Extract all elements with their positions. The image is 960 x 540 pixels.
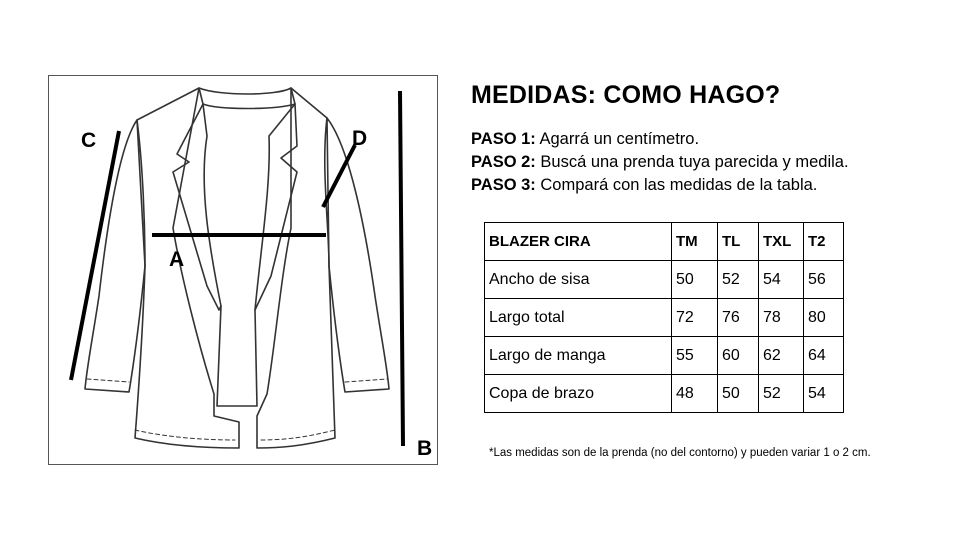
footnote: *Las medidas son de la prenda (no del contorno) y pueden variar 1 o 2 cm.	[489, 447, 871, 459]
label-a: A	[169, 248, 185, 271]
label-c: C	[81, 129, 97, 152]
row-label: Copa de brazo	[485, 375, 672, 413]
blazer-illustration	[49, 76, 439, 466]
cell-value: 78	[759, 299, 804, 337]
step-2-label: PASO 2:	[471, 153, 536, 171]
label-b: B	[417, 437, 433, 460]
step-1-text: Agarrá un centímetro.	[535, 130, 700, 148]
cell-value: 50	[672, 261, 718, 299]
cell-value: 80	[804, 299, 844, 337]
left-lapel	[173, 104, 221, 310]
step-1	[471, 128, 849, 151]
cell-value: 56	[804, 261, 844, 299]
collar-back	[199, 88, 295, 109]
step-3-text: Compará con las medidas de la tabla.	[535, 176, 818, 194]
blazer-diagram	[48, 75, 438, 465]
header-size-t2: T2	[804, 223, 844, 261]
header-size-tl: TL	[718, 223, 759, 261]
steps-list	[471, 128, 849, 197]
page-title: MEDIDAS: COMO HAGO?	[471, 81, 781, 109]
row-label: Largo de manga	[485, 337, 672, 375]
row-label: Ancho de sisa	[485, 261, 672, 299]
front-opening	[217, 306, 257, 406]
cell-value: 54	[804, 375, 844, 413]
header-size-txl: TXL	[759, 223, 804, 261]
cell-value: 52	[718, 261, 759, 299]
measure-line-b	[400, 91, 403, 446]
cell-value: 52	[759, 375, 804, 413]
cell-value: 48	[672, 375, 718, 413]
step-3-label: PASO 3:	[471, 176, 536, 194]
table-row	[485, 261, 844, 299]
cell-value: 60	[718, 337, 759, 375]
hem-stitch-left	[135, 430, 235, 440]
measure-line-c	[71, 131, 119, 380]
left-body-panel	[135, 88, 239, 448]
cuff-stitch-left	[87, 379, 129, 382]
table-row	[485, 375, 844, 413]
hem-stitch-right	[261, 430, 335, 440]
size-table	[484, 222, 844, 413]
step-3	[471, 174, 849, 197]
right-sleeve	[327, 118, 389, 392]
cell-value: 62	[759, 337, 804, 375]
table-header-row	[485, 223, 844, 261]
label-d: D	[352, 127, 368, 150]
step-2	[471, 151, 849, 174]
row-label: Largo total	[485, 299, 672, 337]
cuff-stitch-right	[345, 379, 387, 382]
cell-value: 64	[804, 337, 844, 375]
step-2-text: Buscá una prenda tuya parecida y medila.	[535, 153, 849, 171]
cell-value: 54	[759, 261, 804, 299]
table-row	[485, 337, 844, 375]
cell-value: 50	[718, 375, 759, 413]
step-1-label: PASO 1:	[471, 130, 536, 148]
header-garment: BLAZER CIRA	[485, 223, 672, 261]
header-size-tm: TM	[672, 223, 718, 261]
cell-value: 55	[672, 337, 718, 375]
cell-value: 76	[718, 299, 759, 337]
cell-value: 72	[672, 299, 718, 337]
table-row	[485, 299, 844, 337]
